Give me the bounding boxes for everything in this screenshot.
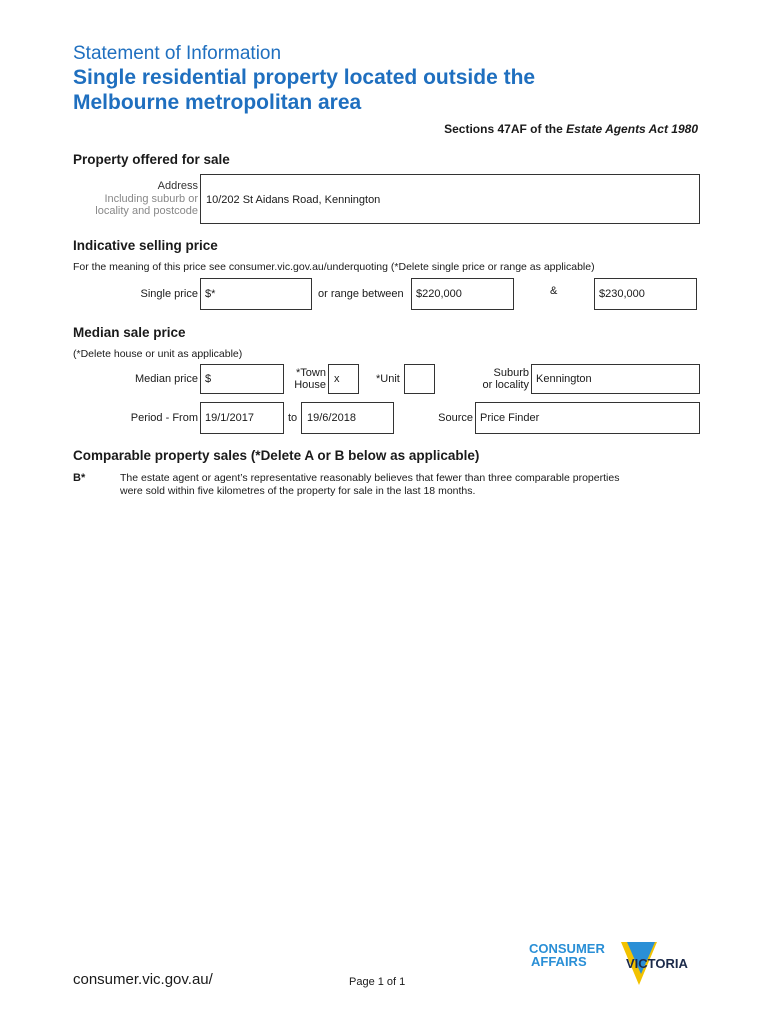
median-price-field[interactable] [200, 364, 284, 394]
act-name: Estate Agents Act 1980 [566, 122, 698, 136]
suburb-label-1: Suburb [493, 367, 529, 379]
town-house-field[interactable] [328, 364, 359, 394]
median-price-label: Median price [135, 373, 198, 385]
range-label: or range between [318, 288, 404, 300]
property-heading: Property offered for sale [73, 152, 230, 167]
unit-field[interactable] [404, 364, 435, 394]
median-price-value: $ [205, 373, 212, 385]
statement-heading: Statement of Information [73, 43, 282, 64]
unit-label: *Unit [376, 373, 400, 385]
option-b-text-line-1: The estate agent or agent’s representative reasonably believes that fewer than three comparable properties [120, 472, 620, 484]
option-b-marker: B* [73, 472, 86, 484]
town-house-label-1: *Town [296, 367, 326, 379]
address-label-3: locality and postcode [95, 205, 198, 217]
town-house-value: x [334, 373, 340, 385]
logo-victoria: VICTORIA [626, 956, 688, 971]
period-from-value: 19/1/2017 [205, 412, 254, 424]
act-reference [444, 122, 698, 136]
period-label: Period - From [130, 412, 198, 424]
period-to-value: 19/6/2018 [307, 412, 356, 424]
suburb-value: Kennington [536, 373, 592, 385]
option-b-text-line-2: were sold within five kilometres of the property for sale in the last 18 months. [120, 485, 476, 497]
range-low-value: $220,000 [416, 288, 462, 300]
document-title-line-1: Single residential property located outside the [73, 66, 536, 89]
act-reference-prefix: Sections 47AF of the [444, 122, 567, 136]
document-title-line-2: Melbourne metropolitan area [73, 91, 362, 114]
source-label: Source [438, 412, 473, 424]
single-price-field[interactable] [200, 278, 312, 310]
source-value: Price Finder [480, 412, 540, 424]
logo-affairs: AFFAIRS [531, 954, 587, 969]
period-to-label: to [288, 412, 298, 424]
address-value: 10/202 St Aidans Road, Kennington [206, 194, 381, 206]
single-price-value: $* [205, 288, 216, 300]
indicative-heading: Indicative selling price [73, 238, 218, 253]
consumer-affairs-victoria-logo [527, 940, 707, 986]
median-note: (*Delete house or unit as applicable) [73, 348, 243, 360]
median-heading: Median sale price [73, 325, 186, 340]
suburb-label-2: or locality [482, 379, 529, 391]
range-ampersand: & [550, 285, 558, 297]
comparable-heading: Comparable property sales (*Delete A or B below as applicable) [73, 448, 480, 463]
footer-website: consumer.vic.gov.au/ [73, 971, 213, 988]
address-label-2: Including suburb or [104, 193, 198, 205]
indicative-note: For the meaning of this price see consumer.vic.gov.au/underquoting (*Delete single price or range as applicable) [73, 261, 595, 273]
town-house-label-2: House [294, 379, 326, 391]
address-label-1: Address [157, 180, 198, 192]
page-number: Page 1 of 1 [349, 976, 406, 988]
logo-consumer: CONSUMER [529, 941, 605, 956]
single-price-label: Single price [140, 288, 198, 300]
range-high-value: $230,000 [599, 288, 645, 300]
